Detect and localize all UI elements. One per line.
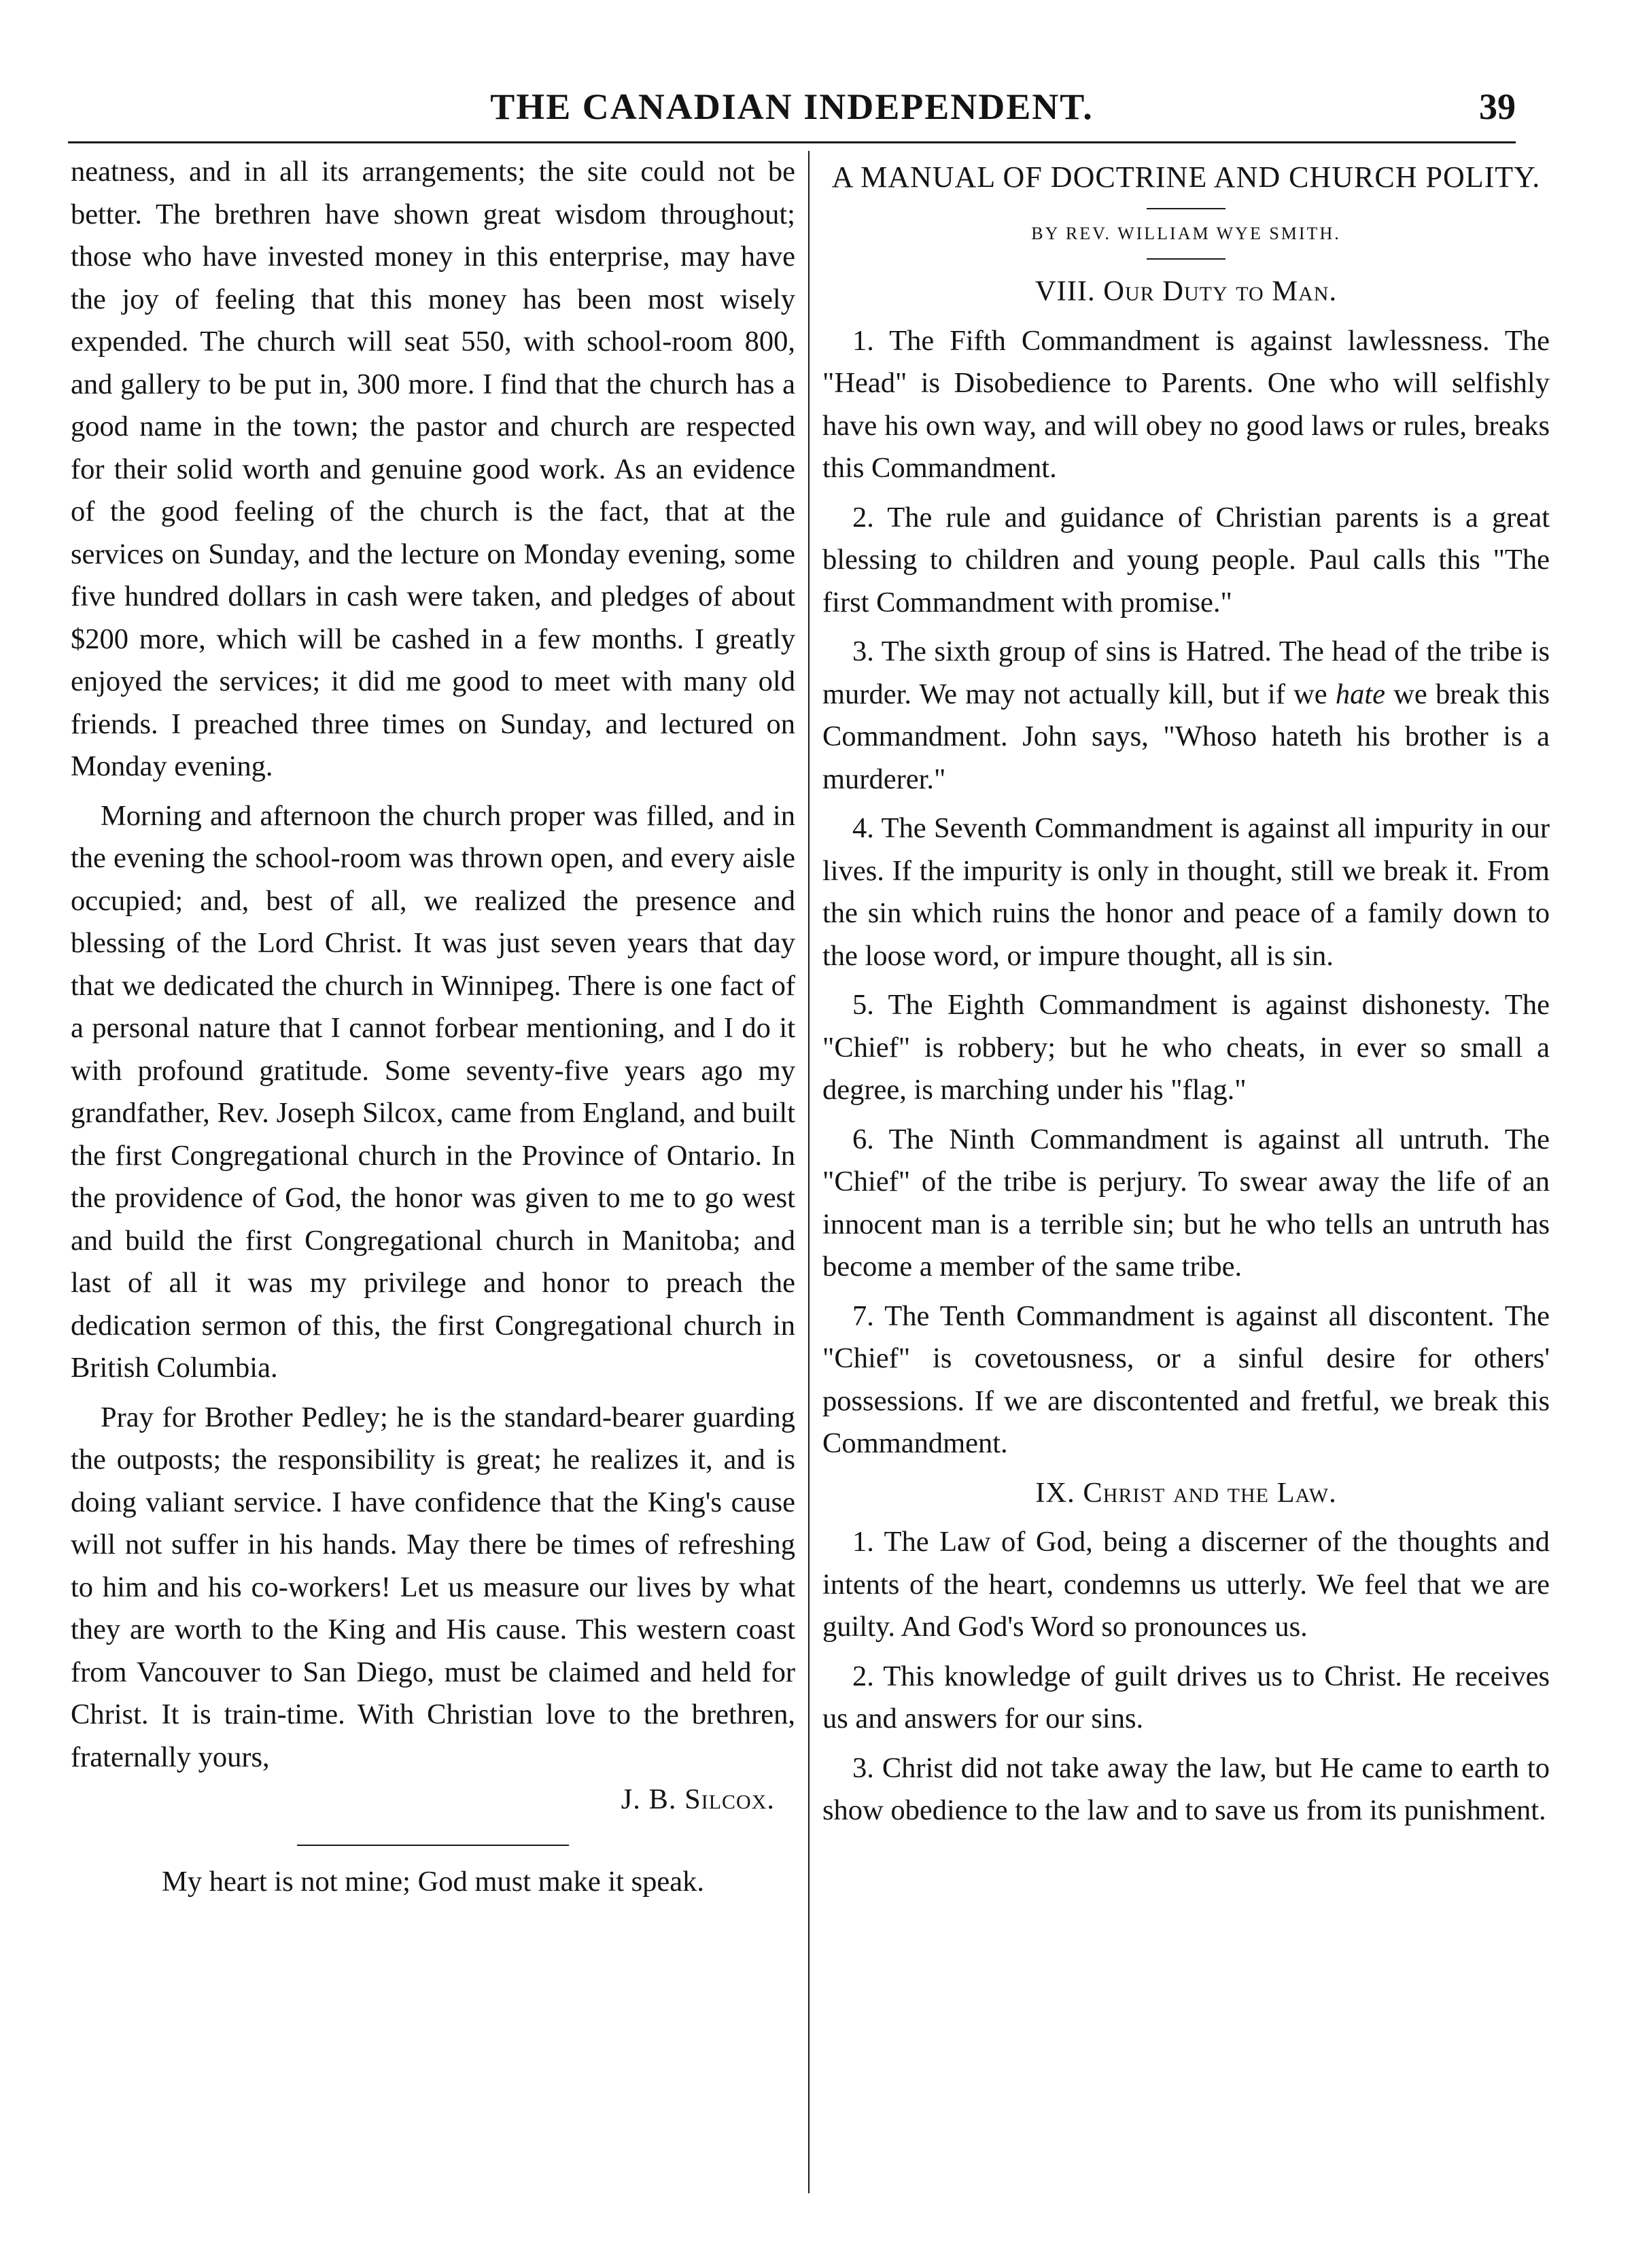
article-byline: BY REV. WILLIAM WYE SMITH. <box>1031 224 1341 243</box>
page-header <box>68 80 1516 143</box>
section-ix-item-3: 3. Christ did not take away the law, but He came to earth to show obedience to the law and to save us from its punishment. <box>822 1751 1550 1826</box>
section-ix-item-2: 2. This knowledge of guilt drives us to Christ. He receives us and answers for our sins. <box>822 1660 1550 1734</box>
letter-signature: J. B. Silcox. <box>621 1783 775 1815</box>
title-rule <box>1147 208 1226 209</box>
section-viii-item-5: 5. The Eighth Commandment is against dishonesty. The "Chief" is robbery; but he who cheats, in ever so small a degree, is marching under his "flag." <box>822 989 1550 1106</box>
letter-paragraph-2: Morning and afternoon the church proper was filled, and in the evening the school-room was thrown open, and every aisle occupied; and, best of all, we realized the presence and blessing of the Lord Christ. It was just seven years that day that we dedicated the church in Winnipeg. There is one fact of a personal nature that I cannot forbear mentioning, and I do it with profound gratitude. Some seventy-five years ago my grandfather, Rev. Joseph Silcox, came from England, and built the first Congregational church in the Province of Ontario. In the providence of God, the honor was given to me to go west and build the first Congregational church in Manitoba; and last of all it was my privilege and honor to preach the dedication sermon of this, the first Congregational church in British Columbia. <box>71 799 795 1384</box>
item-3-text-start: 3. The sixth group of sins is Hatred. The head of the tribe is murder. We may not actually kill, but if we <box>822 635 1550 710</box>
article-title: A MANUAL OF DOCTRINE AND CHURCH POLITY. <box>831 160 1541 194</box>
section-viii-item-6: 6. The Ninth Commandment is against all untruth. The "Chief" of the tribe is perjury. To swear away the life of an innocent man is a terrible sin; but he who tells an untruth has become a member of the same tribe. <box>822 1123 1550 1283</box>
item-3-italic-word: hate <box>1335 678 1386 710</box>
left-column <box>71 151 795 1903</box>
right-column <box>822 151 1550 1832</box>
section-ix-item-1: 1. The Law of God, being a discerner of the thoughts and intents of the heart, condemns us utterly. We feel that we are guilty. And God's Word so pronounces us. <box>822 1526 1550 1643</box>
section-viii-item-2: 2. The rule and guidance of Christian parents is a great blessing to children and young people. Paul calls this "The first Commandment with promise." <box>822 501 1550 618</box>
closing-line: My heart is not mine; God must make it speak. <box>162 1865 704 1898</box>
section-viii-item-3 <box>822 631 1550 801</box>
item-3-text-end: we break this Commandment. John says, "Whoso hateth his brother is a murderer." <box>822 678 1550 795</box>
letter-paragraph-3: Pray for Brother Pedley; he is the standard-bearer guarding the outposts; the responsibility is great; he realizes it, and is doing valiant service. I have confidence that the King's cause will not suffer in his hands. May there be times of refreshing to him and his co-workers! Let us measure our lives by what they are worth to the King and His cause. This western coast from Vancouver to San Diego, must be claimed and held for Christ. It is train-time. With Christian love to the brethren, fraternally yours, <box>71 1401 795 1773</box>
letter-paragraph-1: neatness, and in all its arrangements; the site could not be better. The brethren have shown great wisdom throughout; those who have invested money in this enterprise, may have the joy of feeling that this money has been most wisely expended. The church will seat 550, with school-room 800, and gallery to be put in, 300 more. I find that the church has a good name in the town; the pastor and church are respected for their solid worth and genuine good work. As an evidence of the good feeling of the church is the fact, that at the services on Sunday, and the lecture on Monday evening, some five hundred dollars in cash were taken, and pledges of about $200 more, which will be cashed in a few months. I greatly enjoyed the services; it did me good to meet with many old friends. I preached three times on Sunday, and lectured on Monday evening. <box>71 156 795 782</box>
section-viii-item-1: 1. The Fifth Commandment is against lawlessness. The "Head" is Disobedience to Parents. One who will selfishly have his own way, and will obey no good laws or rules, breaks this Commandment. <box>822 324 1550 484</box>
section-viii-item-7: 7. The Tenth Commandment is against all discontent. The "Chief" is covetousness, or a sinful desire for others' possessions. If we are discontented and fretful, we break this Commandment. <box>822 1299 1550 1459</box>
section-viii-item-4: 4. The Seventh Commandment is against all impurity in our lives. If the impurity is only in thought, still we break it. From the sin which ruins the honor and peace of a family down to the loose word, or impure thought, all is sin. <box>822 812 1550 972</box>
separator-rule <box>297 1845 569 1846</box>
column-divider <box>808 151 810 2193</box>
byline-rule <box>1147 258 1226 260</box>
section-heading-ix: IX. Christ and the Law. <box>1035 1476 1337 1509</box>
section-heading-viii: VIII. Our Duty to Man. <box>1035 275 1338 307</box>
page-number: 39 <box>1479 86 1516 127</box>
publication-title: THE CANADIAN INDEPENDENT. <box>490 86 1094 127</box>
